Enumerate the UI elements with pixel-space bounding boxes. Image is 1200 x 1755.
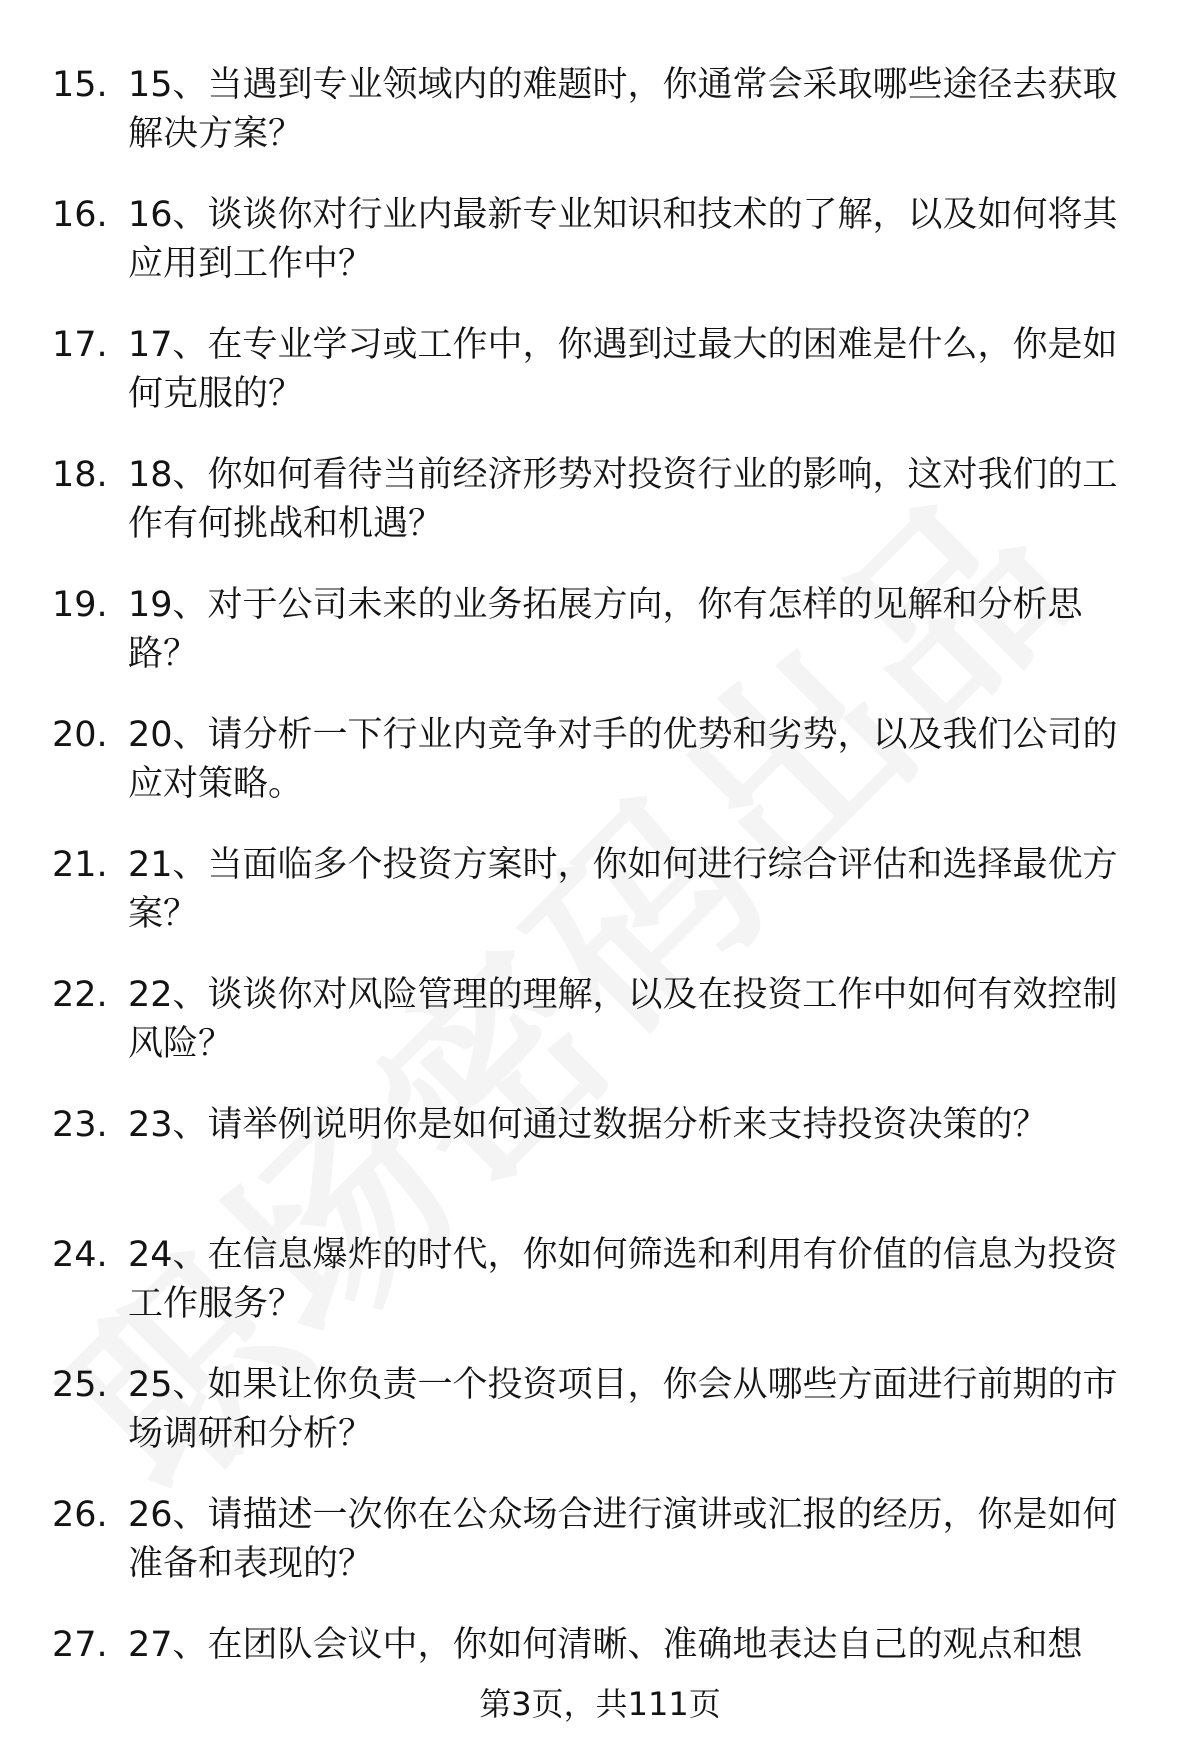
question-text: 17、在专业学习或工作中，你遇到过最大的困难是什么，你是如何克服的？ — [128, 325, 1118, 414]
question-number: 22. — [52, 975, 108, 1015]
question-number: 18. — [52, 455, 108, 495]
list-item — [0, 451, 1200, 581]
list-item — [0, 711, 1200, 841]
question-text: 19、对于公司未来的业务拓展方向，你有怎样的见解和分析思路？ — [128, 585, 1083, 674]
list-item — [0, 841, 1200, 971]
list-item — [0, 321, 1200, 451]
question-number: 26. — [52, 1495, 108, 1535]
question-list — [0, 61, 1200, 1751]
page-number: 第3页，共111页 — [479, 1685, 721, 1723]
question-number: 24. — [52, 1235, 108, 1275]
question-number: 19. — [52, 585, 108, 625]
list-item — [0, 191, 1200, 321]
question-number: 21. — [52, 845, 108, 885]
list-item — [0, 971, 1200, 1101]
question-text: 21、当面临多个投资方案时，你如何进行综合评估和选择最优方案？ — [128, 845, 1118, 934]
list-item — [0, 1231, 1200, 1361]
question-number: 23. — [52, 1105, 108, 1145]
question-text: 27、在团队会议中，你如何清晰、准确地表达自己的观点和想 — [128, 1625, 1083, 1665]
list-item — [0, 61, 1200, 191]
question-number: 17. — [52, 325, 108, 365]
question-number: 16. — [52, 195, 108, 235]
list-item — [0, 1491, 1200, 1621]
question-text: 22、谈谈你对风险管理的理解，以及在投资工作中如何有效控制风险？ — [128, 975, 1118, 1064]
question-text: 18、你如何看待当前经济形势对投资行业的影响，这对我们的工作有何挑战和机遇？ — [128, 455, 1118, 544]
question-number: 27. — [52, 1625, 108, 1665]
question-text: 24、在信息爆炸的时代，你如何筛选和利用有价值的信息为投资工作服务？ — [128, 1235, 1118, 1324]
question-text: 23、请举例说明你是如何通过数据分析来支持投资决策的？ — [128, 1105, 1048, 1145]
question-text: 20、请分析一下行业内竞争对手的优势和劣势，以及我们公司的应对策略。 — [128, 715, 1118, 804]
list-item — [0, 1101, 1200, 1231]
list-item — [0, 581, 1200, 711]
question-text: 25、如果让你负责一个投资项目，你会从哪些方面进行前期的市场调研和分析？ — [128, 1365, 1118, 1454]
list-item — [0, 1361, 1200, 1491]
question-number: 20. — [52, 715, 108, 755]
question-text: 15、当遇到专业领域内的难题时，你通常会采取哪些途径去获取解决方案？ — [128, 65, 1118, 154]
question-text: 16、谈谈你对行业内最新专业知识和技术的了解，以及如何将其应用到工作中？ — [128, 195, 1118, 284]
question-number: 15. — [52, 65, 108, 105]
question-number: 25. — [52, 1365, 108, 1405]
question-text: 26、请描述一次你在公众场合进行演讲或汇报的经历，你是如何准备和表现的？ — [128, 1495, 1118, 1584]
